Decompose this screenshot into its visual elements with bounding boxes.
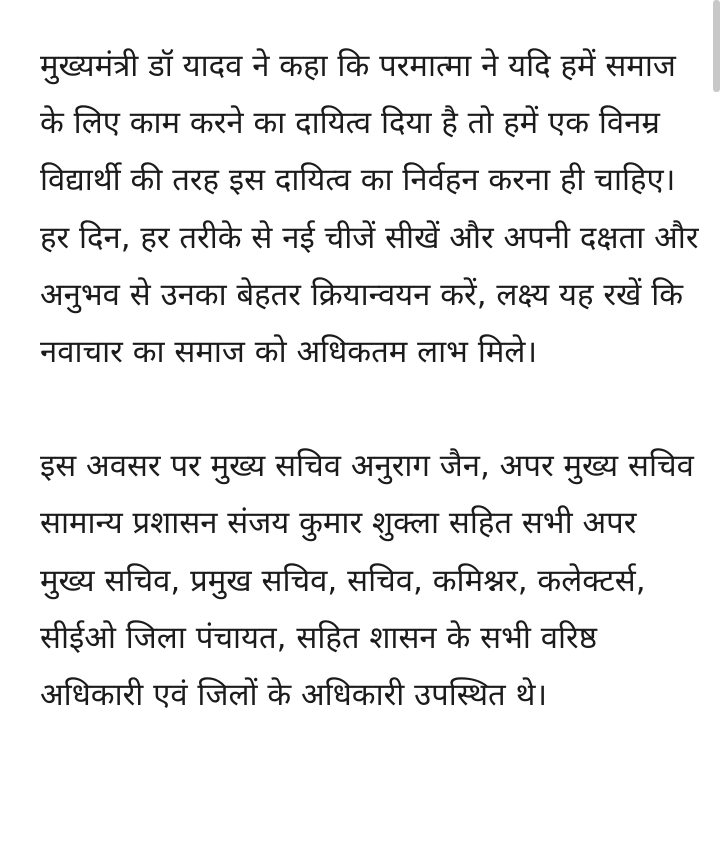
paragraph-chief-minister-statement: मुख्यमंत्री डॉ यादव ने कहा कि परमात्मा ने यदि हमें समाज के लिए काम करने का दायित्व दिया है तो हमें एक विनम्र विद्यार्थी की तरह इस दायित्व का निर्वहन करना ही चाहिए। हर दिन, हर तरीके से नई चीजें सीखें और अपनी दक्षता और अनुभव से उनका बेहतर क्रियान्वयन करें, लक्ष्य यह रखें कि नवाचार का समाज को अधिकतम लाभ मिले। [40,48,699,371]
paragraph-spacer [40,381,700,438]
article-body [40,38,700,724]
scrollbar-thumb[interactable] [713,0,720,92]
paragraph-attendees: इस अवसर पर मुख्य सचिव अनुराग जैन, अपर मुख्य सचिव सामान्य प्रशासन संजय कुमार शुक्ला सहित सभी अपर मुख्य सचिव, प्रमुख सचिव, सचिव, कमिश्नर, कलेक्टर्स, सीईओ जिला पंचायत, सहित शासन के सभी वरिष्ठ अधिकारी एवं जिलों के अधिकारी उपस्थित थे। [40,448,694,714]
